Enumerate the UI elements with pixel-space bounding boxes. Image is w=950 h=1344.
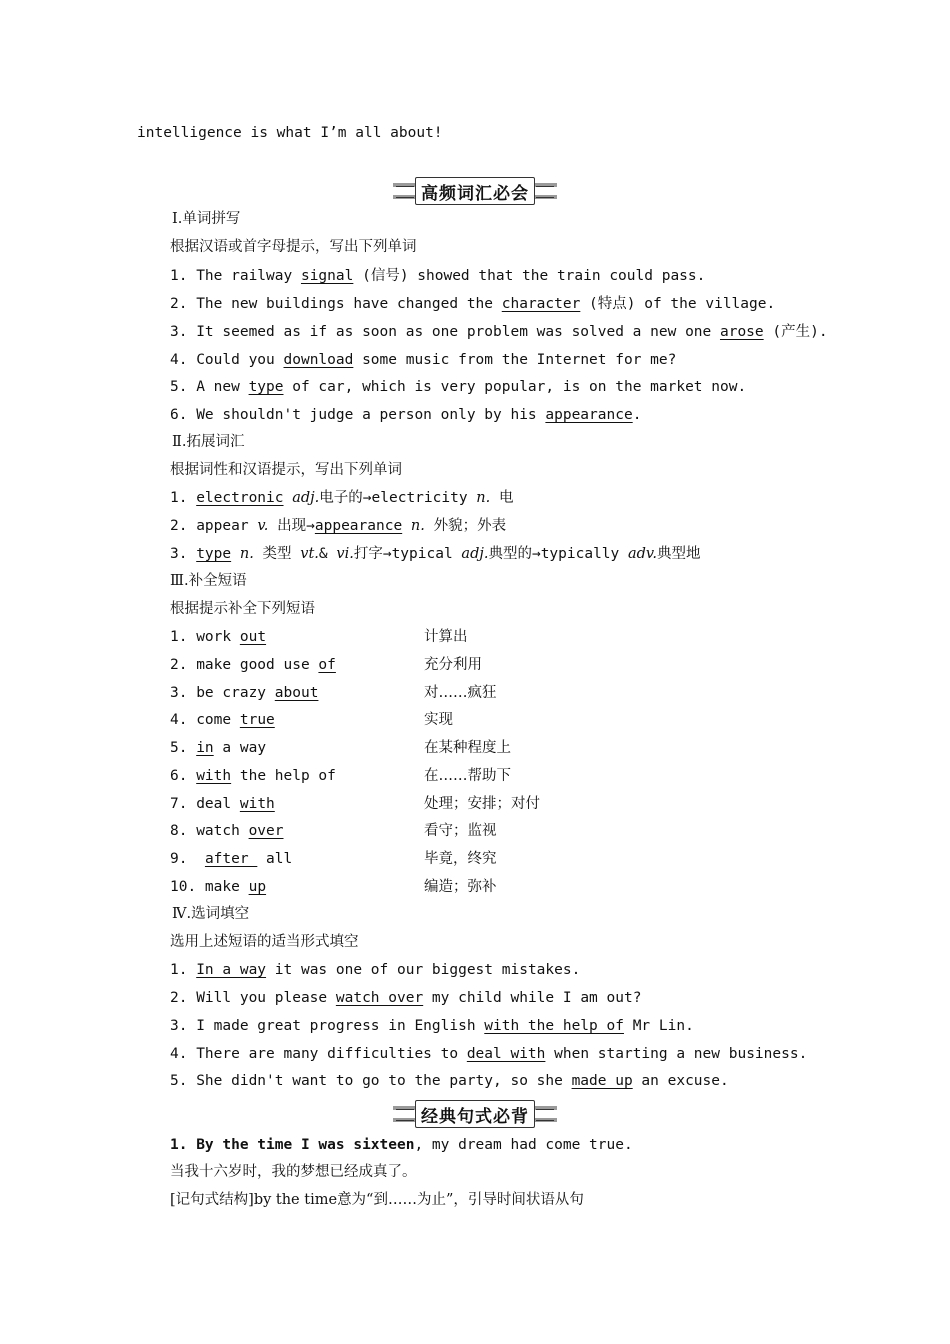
answer-text: with the help of xyxy=(484,1018,624,1034)
exercise-item: 6. We shouldn't judge a person only by his appearance. xyxy=(170,407,642,423)
answer-text: character xyxy=(501,296,581,312)
exercise-item: 2. appear v. 出现→appearance n. 外貌；外表 xyxy=(170,518,507,534)
answer-text: with xyxy=(239,796,275,812)
section-banner xyxy=(393,1100,557,1128)
answer-text: out xyxy=(239,629,267,645)
phrase-meaning: 在……帮助下 xyxy=(424,768,511,784)
phrase-meaning: 毕竟，终究 xyxy=(424,851,497,867)
sentence-note: [记句式结构]by the time意为“到……为止”，引导时间状语从句 xyxy=(170,1192,584,1208)
answer-text: electronic xyxy=(196,490,284,506)
part-heading: Ⅳ.选词填空 xyxy=(172,906,250,922)
answer-text: of xyxy=(318,657,336,673)
answer-text: deal with xyxy=(466,1046,546,1062)
body-text-line: intelligence is what I’m all about! xyxy=(137,125,443,141)
phrase-meaning: 处理；安排；对付 xyxy=(424,796,540,812)
answer-text: up xyxy=(248,879,267,895)
exercise-item: 3. I made great progress in English with the help of Mr Lin. xyxy=(170,1018,694,1034)
answer-text: true xyxy=(239,712,275,728)
phrase-item: 2. make good use of 充分利用 xyxy=(170,657,482,673)
exercise-item: 3. It seemed as if as soon as one problem was solved a new one arose (产生). xyxy=(170,324,828,340)
exercise-item: 1. The railway signal (信号) showed that the train could pass. xyxy=(170,268,706,284)
exercise-item: 3. type n. 类型 vt.& vi.打字→typical adj.典型的→typically adv.典型地 xyxy=(170,546,701,562)
exercise-item: 4. There are many difficulties to deal with when starting a new business. xyxy=(170,1046,808,1062)
part-heading: Ⅱ.拓展词汇 xyxy=(172,434,245,450)
exercise-item: 2. The new buildings have changed the character (特点) of the village. xyxy=(170,296,776,312)
answer-text: In a way xyxy=(196,962,267,978)
answer-text: signal xyxy=(300,268,354,284)
section-title: 经典句式必背 xyxy=(415,1100,535,1128)
answer-text: made up xyxy=(571,1073,633,1089)
sentence-translation: 当我十六岁时，我的梦想已经成真了。 xyxy=(170,1164,417,1180)
answer-text: type xyxy=(196,546,232,562)
phrase-item: 8. watch over 看守；监视 xyxy=(170,823,497,839)
phrase-meaning: 看守；监视 xyxy=(424,823,497,839)
phrase-item: 4. come true 实现 xyxy=(170,712,453,728)
part-instruction: 选用上述短语的适当形式填空 xyxy=(170,934,359,950)
exercise-item: 2. Will you please watch over my child while I am out? xyxy=(170,990,642,1006)
phrase-meaning: 实现 xyxy=(424,712,453,728)
phrase-item: 9. after all 毕竟，终究 xyxy=(170,851,497,867)
phrase-meaning: 计算出 xyxy=(424,629,468,645)
answer-text: about xyxy=(274,685,319,701)
phrase-meaning: 充分利用 xyxy=(424,657,482,673)
part-instruction: 根据汉语或首字母提示，写出下列单词 xyxy=(170,239,417,255)
answer-text: appearance xyxy=(314,518,403,534)
answer-text: with xyxy=(196,768,232,784)
answer-text: appearance xyxy=(545,407,633,423)
answer-text: after xyxy=(204,851,258,867)
answer-text: watch over xyxy=(335,990,424,1006)
exercise-item: 5. She didn't want to go to the party, so she made up an excuse. xyxy=(170,1073,729,1089)
answer-text: in xyxy=(196,740,214,756)
section-banner xyxy=(393,177,557,205)
answer-text: type xyxy=(248,379,284,395)
part-instruction: 根据词性和汉语提示，写出下列单词 xyxy=(170,462,402,478)
exercise-item: 1. In a way it was one of our biggest mistakes. xyxy=(170,962,581,978)
phrase-meaning: 在某种程度上 xyxy=(424,740,511,756)
answer-text: download xyxy=(283,352,354,368)
part-heading: Ⅲ.补全短语 xyxy=(170,573,247,589)
answer-text: arose xyxy=(719,324,764,340)
sentence-item: 1. By the time I was sixteen, my dream had come true. xyxy=(170,1137,633,1153)
answer-text: over xyxy=(248,823,284,839)
phrase-item: 6. with the help of 在……帮助下 xyxy=(170,768,511,784)
exercise-item: 1. electronic adj.电子的→electricity n. 电 xyxy=(170,490,514,506)
exercise-item: 5. A new type of car, which is very popular, is on the market now. xyxy=(170,379,747,395)
phrase-meaning: 对……疯狂 xyxy=(424,685,497,701)
phrase-item: 10. make up 编造；弥补 xyxy=(170,879,497,895)
section-title: 高频词汇必会 xyxy=(415,177,535,205)
phrase-meaning: 编造；弥补 xyxy=(424,879,497,895)
part-instruction: 根据提示补全下列短语 xyxy=(170,601,315,617)
phrase-item: 5. in a way 在某种程度上 xyxy=(170,740,511,756)
phrase-item: 1. work out 计算出 xyxy=(170,629,468,645)
part-heading: Ⅰ.单词拼写 xyxy=(172,211,241,227)
phrase-item: 7. deal with 处理；安排；对付 xyxy=(170,796,540,812)
exercise-item: 4. Could you download some music from the Internet for me? xyxy=(170,352,677,368)
phrase-item: 3. be crazy about 对……疯狂 xyxy=(170,685,497,701)
